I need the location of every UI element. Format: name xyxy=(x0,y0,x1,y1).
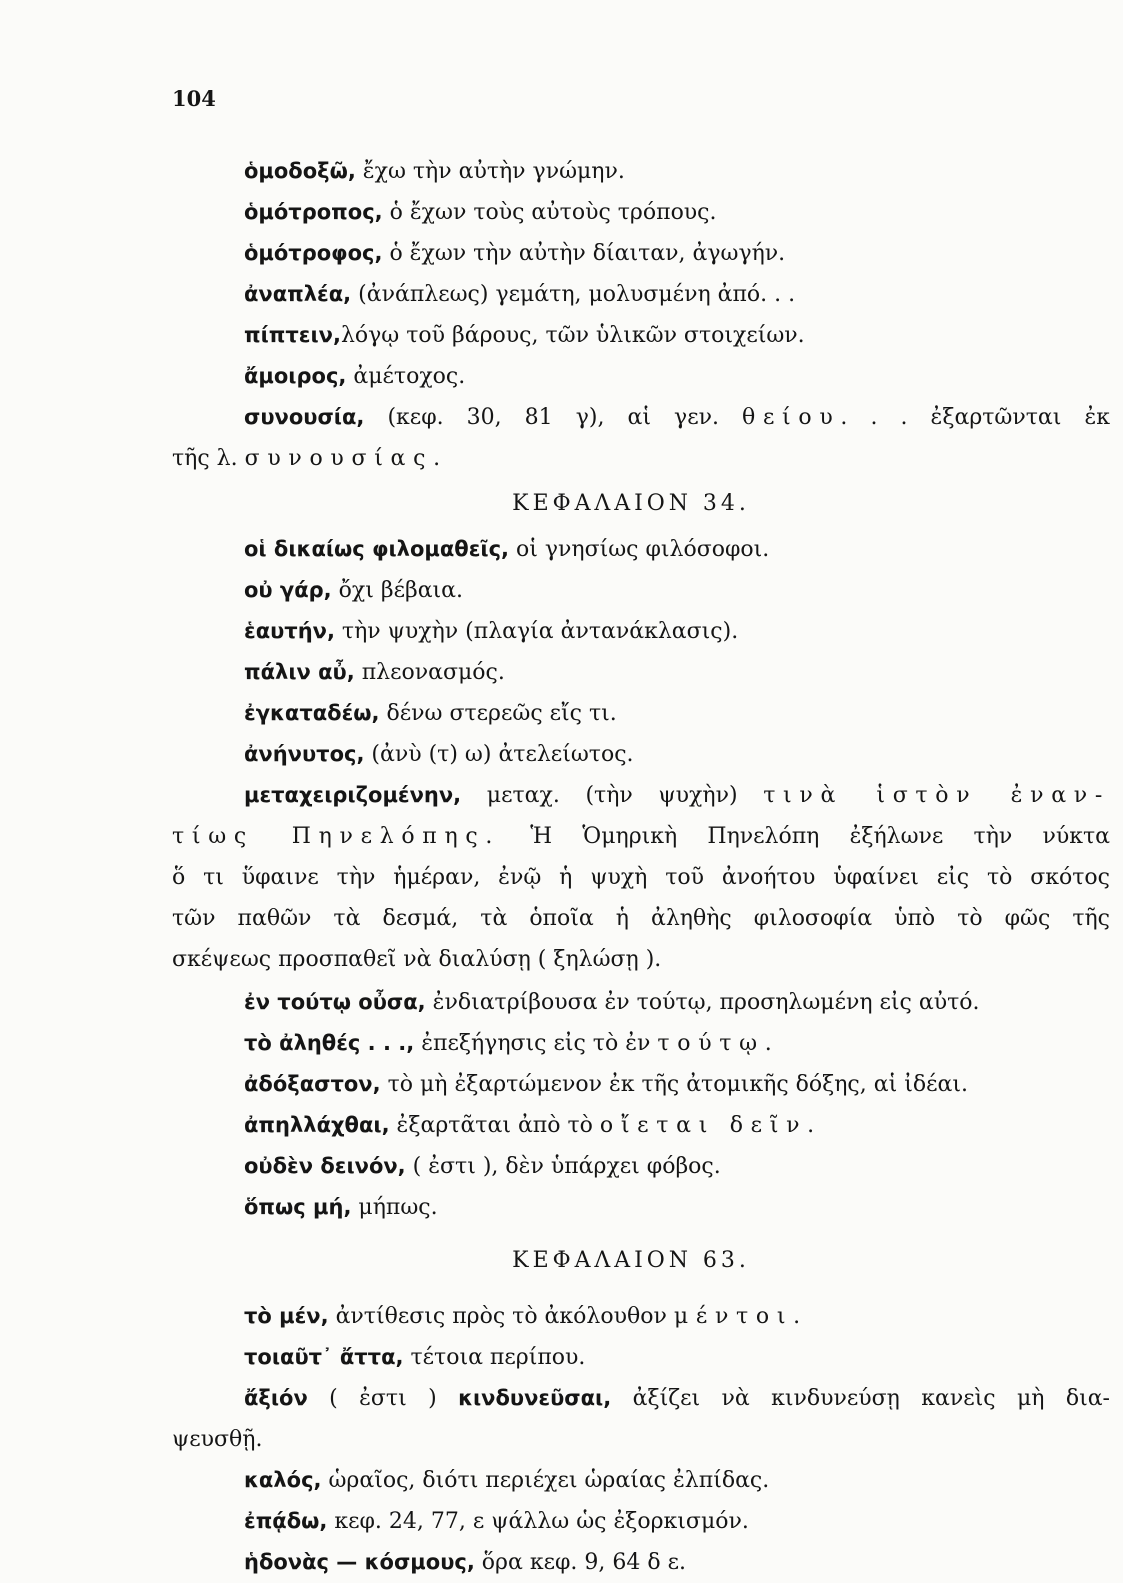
entry-to-alethes xyxy=(172,1023,1110,1064)
entry-to-men xyxy=(172,1296,1110,1337)
entry-kalos xyxy=(172,1460,1110,1501)
entry-gloss: τὸ μὴ ἐξαρτώμενον ἐκ τῆς ἀτομικῆς δόξης, αἱ ἰδέαι. xyxy=(380,1072,968,1097)
entry-homotrophos xyxy=(172,233,1110,274)
entry-homodoxo xyxy=(172,151,1110,192)
entry-dikaios-philomatheis xyxy=(172,529,1110,570)
entry-term: μεταχειριζομένην, xyxy=(244,783,462,807)
entry-term: ὁμοδοξῶ, xyxy=(244,159,356,183)
entry-gloss: ἀμέτοχος. xyxy=(346,364,466,389)
entry-term: ἀναπλέα, xyxy=(244,282,352,306)
entry-gloss: ( ἐστι ), δὲν ὑπάρχει φόβος. xyxy=(405,1154,721,1179)
spaced-word: οἴεται δεῖν. xyxy=(599,1113,822,1138)
entry-term: τὸ ἀληθές . . ., xyxy=(244,1031,415,1055)
entry-gloss: ἀντίθεσις πρὸς τὸ ἀκόλουθον xyxy=(328,1304,674,1329)
entry-anenytos xyxy=(172,734,1110,775)
entry-gloss: λόγῳ τοῦ βάρους, τῶν ὑλικῶν στοιχείων. xyxy=(340,323,805,348)
spaced-word: τούτῳ. xyxy=(657,1031,780,1056)
entry-amoiros xyxy=(172,356,1110,397)
entry-term: καλός, xyxy=(244,1468,322,1492)
entry-term: ἑαυτήν, xyxy=(244,619,335,643)
entry-gloss: ἐνδιατρίβουσα ἐν τούτῳ, προσηλωμένη εἰς αὐτό. xyxy=(425,990,980,1015)
entry-gloss: πλεονασμός. xyxy=(354,660,505,685)
entry-gloss: κεφ. 24, 77, ε ψάλλω ὡς ἐξορκισμόν. xyxy=(327,1509,749,1534)
spaced-word: μέντοι. xyxy=(673,1304,808,1329)
entry-en-touto-ousa xyxy=(172,982,1110,1023)
entry-gloss: (κεφ. 30, 81 γ), αἱ γεν. xyxy=(364,405,743,430)
entry-term: ἡδονὰς — κόσμους, xyxy=(244,1550,475,1574)
entry-metacheir-line2 xyxy=(172,816,1110,857)
entry-toiaut-atta xyxy=(172,1337,1110,1378)
entry-ou-gar xyxy=(172,570,1110,611)
entry-metacheirizomenen xyxy=(172,775,1110,816)
entry-metacheir-line5: σκέψεως προσπαθεῖ νὰ διαλύσῃ ( ξηλώσῃ ). xyxy=(172,947,662,972)
entry-gloss: ( ἐστι ) xyxy=(307,1386,459,1411)
entry-hedonas-kosmous xyxy=(172,1542,1110,1583)
entry-term: πάλιν αὖ, xyxy=(244,660,355,684)
entry-term: ἄμοιρος, xyxy=(244,364,347,388)
entry-term: οἱ δικαίως φιλομαθεῖς, xyxy=(244,537,510,561)
entry-axion-kindyneusai xyxy=(172,1378,1110,1419)
entry-gloss-end: . . . ἐξαρτῶνται ἐκ xyxy=(840,405,1111,430)
entry-term: ἐγκαταδέω, xyxy=(244,701,380,725)
spaced-word: τίως Πηνελόπης. xyxy=(172,824,501,849)
entry-gloss: ὅρα κεφ. 9, 64 δ ε. xyxy=(474,1550,686,1575)
entry-term: ἄξιόν xyxy=(244,1386,308,1410)
spaced-word: συνουσίας. xyxy=(244,446,448,471)
entry-gloss: τέτοια περίπου. xyxy=(403,1345,586,1370)
entry-epado xyxy=(172,1501,1110,1542)
entry-gloss: τὴν ψυχὴν (πλαγία ἀντανάκλασις). xyxy=(334,619,739,644)
entry-term: οὐ γάρ, xyxy=(244,578,332,602)
entry-gloss: (ἀνὺ (τ) ω) ἀτελείωτος. xyxy=(364,742,634,767)
entry-term: τὸ μέν, xyxy=(244,1304,329,1328)
entry-enkatadeo xyxy=(172,693,1110,734)
entry-hopos-me xyxy=(172,1187,1110,1228)
entry-piptein xyxy=(172,315,1110,356)
glossary-content xyxy=(172,151,1110,1583)
entry-gloss: ἐξαρτᾶται ἀπὸ τὸ xyxy=(389,1113,600,1138)
entry-gloss: ὡραῖος, διότι περιέχει ὡραίας ἐλπίδας. xyxy=(321,1468,770,1493)
chapter-heading-34: ΚΕΦΑΛΑΙΟΝ 34. xyxy=(512,491,750,516)
entry-term: ὅπως μή, xyxy=(244,1195,352,1219)
entry-term-2: κινδυνεῦσαι, xyxy=(458,1386,612,1410)
entry-axion-continued: ψευσθῇ. xyxy=(172,1427,263,1452)
entry-term: ὁμότροπος, xyxy=(244,200,383,224)
entry-gloss: ἔχω τὴν αὐτὴν γνώμην. xyxy=(355,159,625,184)
entry-gloss: οἱ γνησίως φιλόσοφοι. xyxy=(509,537,770,562)
entry-gloss: ὄχι βέβαια. xyxy=(331,578,464,603)
entry-term: τοιαῦτ᾽ ἄττα, xyxy=(244,1345,404,1369)
entry-adoxaston xyxy=(172,1064,1110,1105)
entry-gloss: ὁ ἔχων τοὺς αὐτοὺς τρόπους. xyxy=(382,200,717,225)
continuation-text: τῆς λ. xyxy=(172,446,245,471)
entry-metacheir-line4: τῶν παθῶν τὰ δεσμά, τὰ ὁποῖα ἡ ἀληθὴς φιλοσοφία ὑπὸ τὸ φῶς τῆς xyxy=(172,906,1110,931)
chapter-heading-63: ΚΕΦΑΛΑΙΟΝ 63. xyxy=(512,1248,750,1273)
entry-gloss: ἐπεξήγησις εἰς τὸ ἐν xyxy=(414,1031,658,1056)
entry-gloss: δένω στερεῶς εἴς τι. xyxy=(379,701,617,726)
spaced-word: τινὰ ἱστὸν ἐναν- xyxy=(763,783,1110,808)
page-number: 104 xyxy=(172,86,216,111)
entry-term: οὐδὲν δεινόν, xyxy=(244,1154,406,1178)
entry-gloss: (ἀνάπλεως) γεμάτη, μολυσμένη ἀπό. . . xyxy=(351,282,796,307)
continuation-text: Ἡ Ὁμηρικὴ Πηνελόπη ἐξήλωνε τὴν νύκτα xyxy=(500,824,1110,849)
entry-metacheir-line3: ὅ τι ὕφαινε τὴν ἡμέραν, ἐνῷ ἡ ψυχὴ τοῦ ἀνοήτου ὑφαίνει εἰς τὸ σκότος xyxy=(172,865,1110,890)
entry-term: πίπτειν, xyxy=(244,323,341,347)
entry-homotropos xyxy=(172,192,1110,233)
entry-term: συνουσία, xyxy=(244,405,365,429)
entry-palin-au xyxy=(172,652,1110,693)
entry-gloss: μεταχ. (τὴν ψυχὴν) xyxy=(461,783,764,808)
entry-apellachthai xyxy=(172,1105,1110,1146)
entry-heauten xyxy=(172,611,1110,652)
entry-term: ἀπηλλάχθαι, xyxy=(244,1113,390,1137)
spaced-word: θείου xyxy=(742,405,841,430)
entry-gloss: μήπως. xyxy=(351,1195,438,1220)
entry-term: ὁμότροφος, xyxy=(244,241,383,265)
entry-gloss-2: ἀξίζει νὰ κινδυνεύσῃ κανεὶς μὴ δια- xyxy=(611,1386,1110,1411)
entry-ouden-deinon xyxy=(172,1146,1110,1187)
entry-term: ἐπᾴδω, xyxy=(244,1509,328,1533)
entry-synousia xyxy=(172,397,1110,438)
entry-term: ἀδόξαστον, xyxy=(244,1072,381,1096)
entry-term: ἀνήνυτος, xyxy=(244,742,365,766)
entry-synousia-continued xyxy=(172,438,1110,479)
entry-gloss: ὁ ἔχων τὴν αὐτὴν δίαιταν, ἀγωγήν. xyxy=(382,241,786,266)
entry-term: ἐν τούτῳ οὖσα, xyxy=(244,990,426,1014)
entry-anaplea xyxy=(172,274,1110,315)
